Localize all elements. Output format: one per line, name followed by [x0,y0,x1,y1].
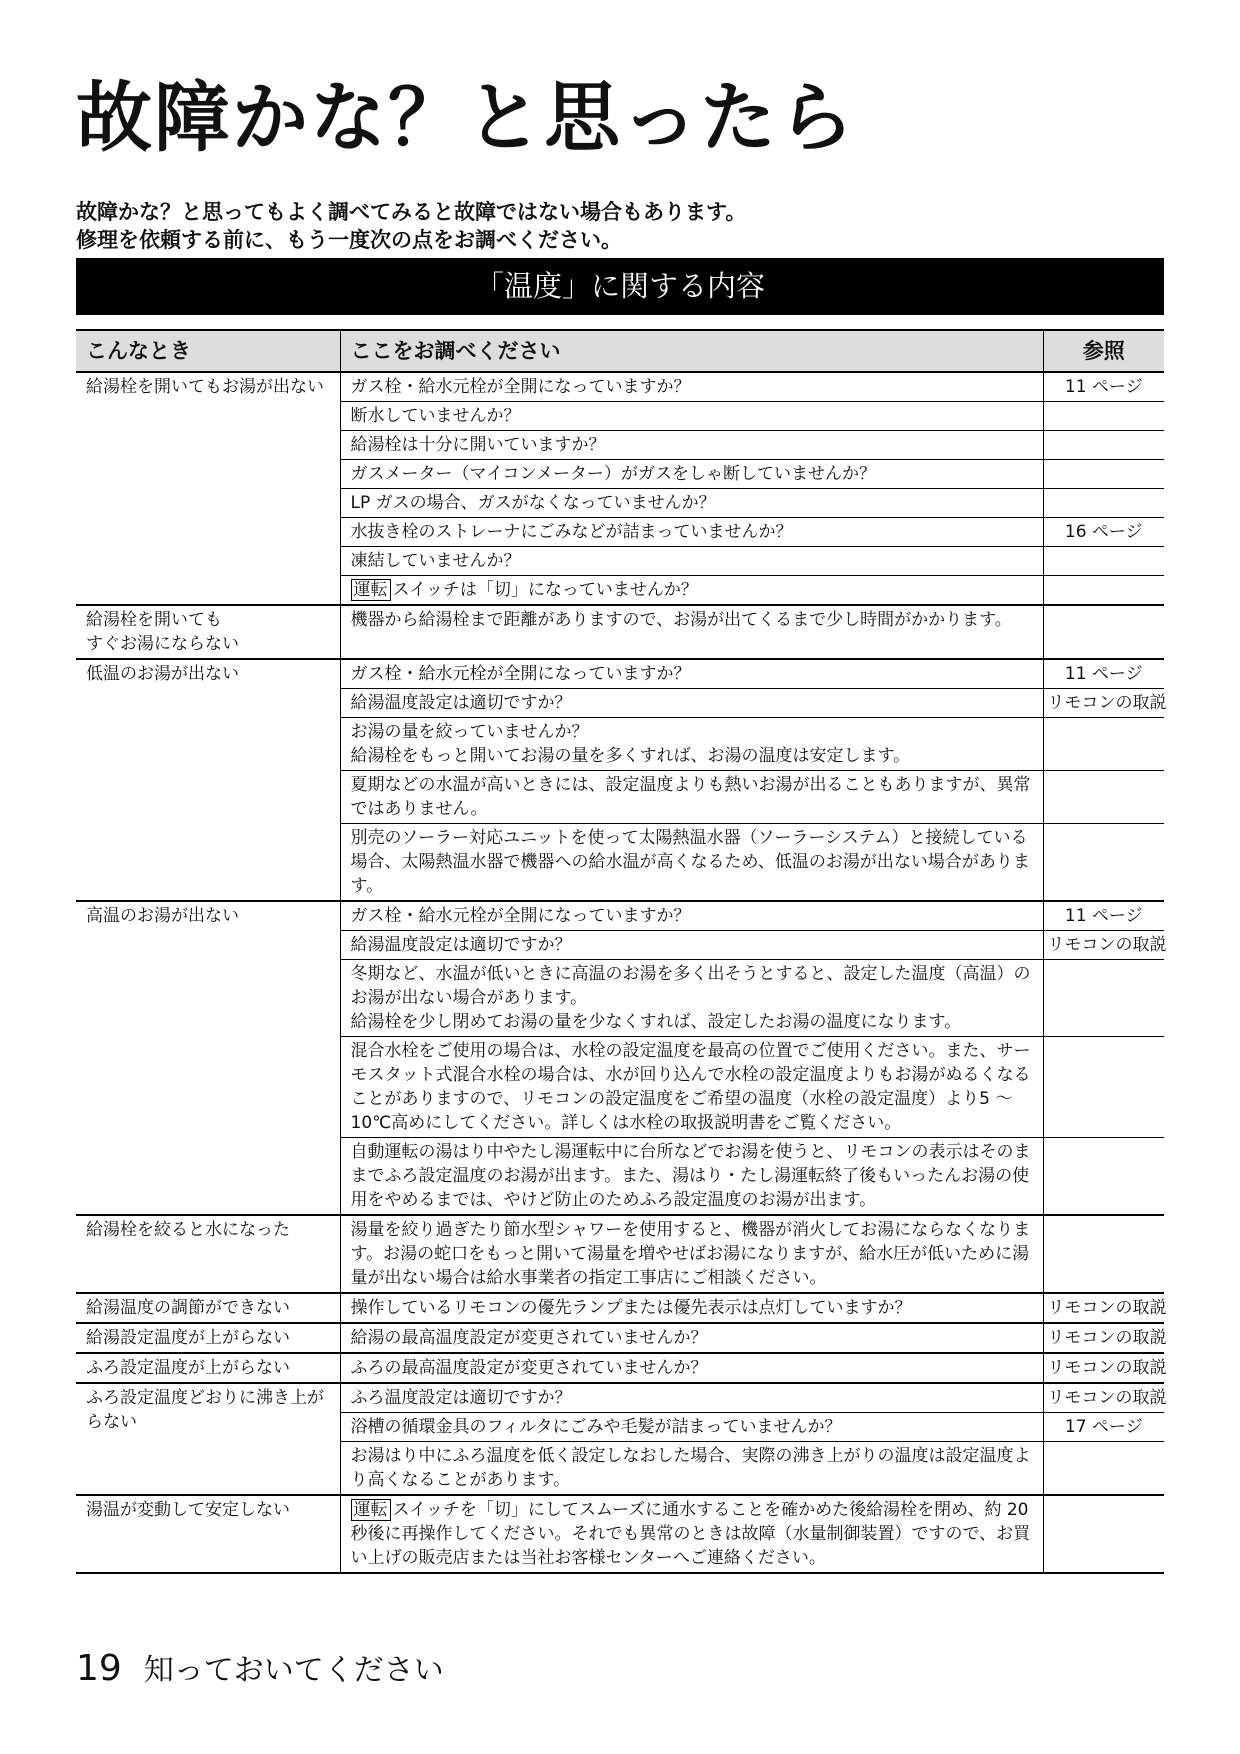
header-reference: 参照 [1043,330,1164,372]
intro-line-1: 故障かな？と思ってもよく調べてみると故障ではない場合もあります。 [76,200,747,224]
reference-cell: 16 ページ [1043,518,1164,547]
check-cell: ガス栓・給水元栓が全開になっていますか？ [340,659,1043,689]
reference-cell: リモコンの取説 [1043,1323,1164,1353]
check-text: スイッチは「切」になっていませんか？ [392,580,698,600]
reference-cell [1043,605,1164,659]
condition-cell: 給湯栓を開いても すぐお湯にならない [76,605,340,659]
reference-cell: リモコンの取説 [1043,1293,1164,1323]
check-cell [340,1495,1043,1573]
intro-text [76,198,746,254]
header-check: ここをお調べください [340,330,1043,372]
reference-cell [1043,1495,1164,1573]
condition-cell: 湯温が変動して安定しない [76,1495,340,1573]
check-cell: 給湯温度設定は適切ですか？ [340,931,1043,960]
check-cell: 断水していませんか？ [340,402,1043,431]
run-switch-key: 運転 [351,579,391,601]
check-cell: 浴槽の循環金具のフィルタにごみや毛髪が詰まっていませんか？ [340,1413,1043,1442]
check-cell: ガス栓・給水元栓が全開になっていますか？ [340,901,1043,931]
table-header-row [76,330,1164,372]
reference-cell [1043,402,1164,431]
reference-cell: リモコンの取説 [1043,1383,1164,1413]
troubleshooting-table [76,329,1167,1574]
check-cell: ふろの最高温度設定が変更されていませんか？ [340,1353,1043,1383]
check-cell: 夏期などの水温が高いときには、設定温度よりも熱いお湯が出ることもありますが、異常ではありません。 [340,771,1043,824]
reference-cell [1043,1442,1164,1496]
reference-cell: 11 ページ [1043,372,1164,402]
reference-cell: 17 ページ [1043,1413,1164,1442]
run-switch-key: 運転 [351,1499,391,1521]
reference-cell [1043,1215,1164,1293]
reference-cell [1043,1138,1164,1216]
reference-cell: リモコンの取説 [1043,931,1164,960]
check-cell: 操作しているリモコンの優先ランプまたは優先表示は点灯していますか？ [340,1293,1043,1323]
reference-cell: リモコンの取説 [1043,1353,1164,1383]
page-number: 19 [76,1648,122,1689]
check-cell: 混合水栓をご使用の場合は、水栓の設定温度を最高の位置でご使用ください。また、サーモスタット式混合水栓の場合は、水が回り込んで水栓の設定温度よりもお湯がぬるくなることがありますので、リモコンの設定温度をご希望の温度（水栓の設定温度）より5 ～10℃高めにしてください。詳しくは水栓の取扱説明書をご覧ください。 [340,1037,1043,1138]
check-cell: ガス栓・給水元栓が全開になっていますか？ [340,372,1043,402]
condition-cell: 給湯栓を開いてもお湯が出ない [76,372,340,605]
check-cell: 給湯栓は十分に開いていますか？ [340,431,1043,460]
reference-cell [1043,771,1164,824]
condition-cell: 給湯栓を絞ると水になった [76,1215,340,1293]
condition-cell: 給湯温度の調節ができない [76,1293,340,1323]
condition-cell: ふろ設定温度が上がらない [76,1353,340,1383]
check-cell: ガスメーター（マイコンメーター）がガスをしゃ断していませんか？ [340,460,1043,489]
reference-cell [1043,1037,1164,1138]
condition-cell: 高温のお湯が出ない [76,901,340,1215]
reference-cell: リモコンの取説 [1043,689,1164,718]
check-cell: お湯の量を絞っていませんか？ 給湯栓をもっと開いてお湯の量を多くすれば、お湯の温度は安定します。 [340,718,1043,771]
check-cell: お湯はり中にふろ温度を低く設定しなおした場合、実際の沸き上がりの温度は設定温度より高くなることがあります。 [340,1442,1043,1496]
page-footer [76,1645,444,1689]
reference-cell [1043,460,1164,489]
check-cell: 給湯温度設定は適切ですか？ [340,689,1043,718]
check-cell: 凍結していませんか？ [340,547,1043,576]
check-cell: 機器から給湯栓まで距離がありますので、お湯が出てくるまで少し時間がかかります。 [340,605,1043,659]
check-cell [340,576,1043,606]
check-cell: 水抜き栓のストレーナにごみなどが詰まっていませんか？ [340,518,1043,547]
reference-cell [1043,547,1164,576]
check-cell: 自動運転の湯はり中やたし湯運転中に台所などでお湯を使うと、リモコンの表示はそのままでふろ設定温度のお湯が出ます。また、湯はり・たし湯運転終了後もいったんお湯の使用をやめるまでは、やけど防止のためふろ設定温度のお湯が出ます。 [340,1138,1043,1216]
intro-line-2: 修理を依頼する前に、もう一度次の点をお調べください。 [76,228,622,252]
reference-cell [1043,431,1164,460]
reference-cell [1043,718,1164,771]
page-title: 故障かな？と思ったら [76,73,856,162]
reference-cell [1043,960,1164,1037]
header-condition: こんなとき [76,330,340,372]
check-cell: 冬期など、水温が低いときに高温のお湯を多く出そうとすると、設定した温度（高温）のお湯が出ない場合があります。 給湯栓を少し閉めてお湯の量を少なくすれば、設定したお湯の温度になります。 [340,960,1043,1037]
check-cell: ふろ温度設定は適切ですか？ [340,1383,1043,1413]
condition-cell: 低温のお湯が出ない [76,659,340,901]
reference-cell: 11 ページ [1043,659,1164,689]
reference-cell [1043,489,1164,518]
check-cell: 給湯の最高温度設定が変更されていませんか？ [340,1323,1043,1353]
condition-cell: ふろ設定温度どおりに沸き上がらない [76,1383,340,1495]
check-cell: 湯量を絞り過ぎたり節水型シャワーを使用すると、機器が消火してお湯にならなくなります。お湯の蛇口をもっと開いて湯量を増やせばお湯になりますが、給水圧が低いために湯量が出ない場合は給水事業者の指定工事店にご相談ください。 [340,1215,1043,1293]
check-cell: LP ガスの場合、ガスがなくなっていませんか？ [340,489,1043,518]
reference-cell: 11 ページ [1043,901,1164,931]
check-text: スイッチを「切」にしてスムーズに通水することを確かめた後給湯栓を閉め、約 20 秒後に再操作してください。それでも異常のときは故障（水量制御装置）ですので、お買い上げの販売店または当社お客様センターへご連絡ください。 [350,1500,1031,1568]
section-title: 「温度」に関する内容 [76,258,1164,315]
footer-section-label: 知っておいてください [143,1653,444,1688]
check-cell: 別売のソーラー対応ユニットを使って太陽熱温水器（ソーラーシステム）と接続している場合、太陽熱温水器で機器への給水温が高くなるため、低温のお湯が出ない場合があります。 [340,824,1043,902]
condition-cell: 給湯設定温度が上がらない [76,1323,340,1353]
reference-cell [1043,824,1164,902]
reference-cell [1043,576,1164,606]
